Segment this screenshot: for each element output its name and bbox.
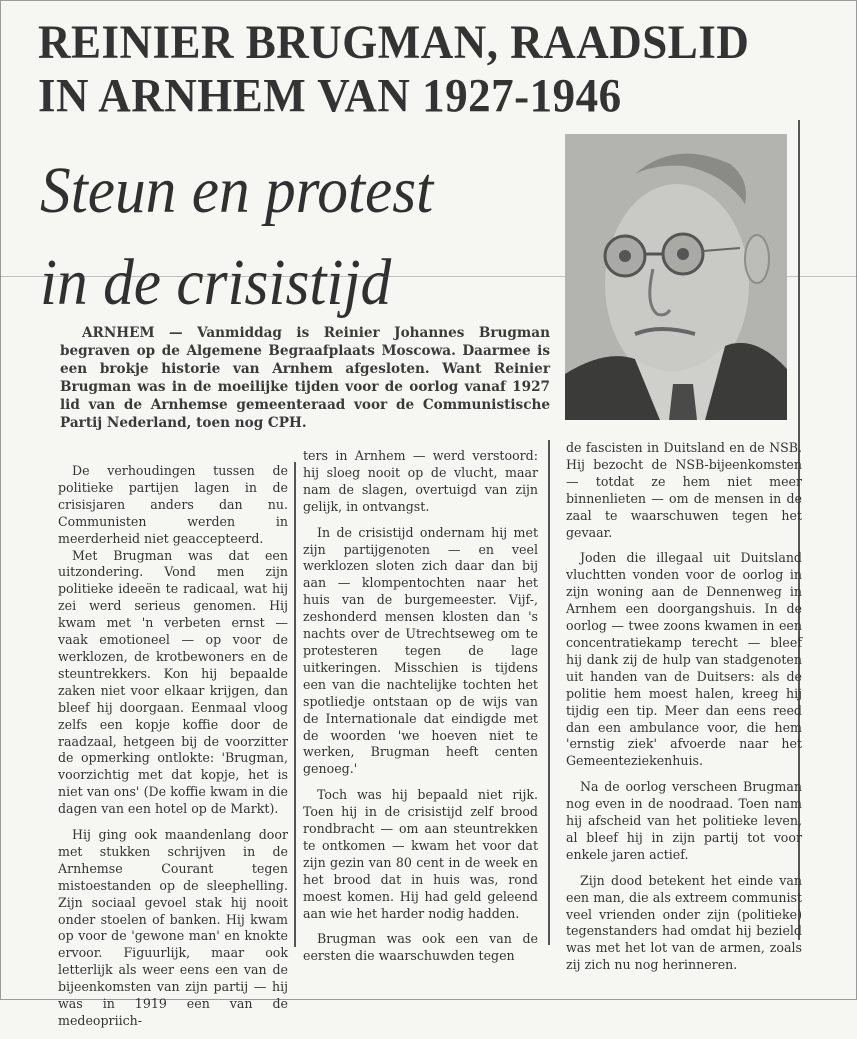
column-rule-2	[548, 440, 550, 945]
paragraph: Met Brugman was dat een uitzondering. Vond men zijn politieke ideeën te radicaal, wat hij zei werd serieus genomen. Hij kwam met 'n verbeten ernst — vaak emotioneel — op voor de werklozen, de krotbewoners en de steuntrekkers. Kon hij bepaalde zaken niet voor elkaar krijgen, dan bleef hij doorgaan. Eenmaal vloog zelfs een kopje koffie door de raadzaal, hetgeen bij de voorzitter de opmerking ontlokte: 'Brugman, voorzichtig met dat kopje, het is niet van ons' (De koffie kwam in die dagen van een hotel op de Markt).	[58, 547, 288, 817]
headline-line-1: REINIER BRUGMAN, RAADSLID	[38, 16, 750, 69]
article-column-3	[566, 440, 802, 983]
column-rule-1	[294, 462, 296, 947]
subheadline	[40, 145, 524, 329]
subheadline-line-2: in de crisistijd	[40, 246, 392, 319]
portrait-illustration	[565, 134, 787, 420]
paragraph: In de crisistijd ondernam hij met zijn partijgenoten — en veel werklozen sloten zich daar dan bij aan — klompentochten naar het huis van de burgemeester. Vijf-, zeshonderd mensen klosten dan 's nachts over de Utrechtseweg om te protesteren tegen de lage uitkeringen. Misschien is tijdens een van die nachtelijke tochten het spotliedje ontstaan op de wijs van de Internationale dat eindigde met de woorden 'we hoeven niet te werken, Brugman heeft centen genoeg.'	[303, 524, 538, 777]
paragraph: Joden die illegaal uit Duitsland vluchtten vonden voor de oorlog in zijn woning aan de Dennenweg in Arnhem een doorgangshuis. In de oorlog — twee zoons kwamen in een concentratiekamp terecht — bleef hij dank zij de hulp van stadgenoten uit handen van de Duitsers: als de politie hem moest halen, kreeg hij tijdig een tip. Meer dan eens reed dan een ambulance voor, die hem 'ernstig ziek' afvoerde naar het Gemeenteziekenhuis.	[566, 550, 802, 769]
ear-shape	[745, 235, 769, 283]
necktie	[669, 384, 697, 420]
article-lead: ARNHEM — Vanmiddag is Reinier Johannes Brugman begraven op de Algemene Begraafplaats Moscowa. Daarmee is een brokje historie van Arnhem afgesloten. Want Reinier Brugman was in de moeilijke tijden voor de oorlog vanaf 1927 lid van de Arnhemse gemeenteraad voor de Communistische Partij Nederland, toen nog CPH.	[60, 325, 550, 431]
eye-right	[677, 248, 689, 260]
paragraph: ters in Arnhem — werd verstoord: hij sloeg nooit op de vlucht, maar nam de slagen, overtuigd van zijn gelijk, in ontvangst.	[303, 448, 538, 514]
article-column-2	[303, 448, 538, 974]
paragraph: Brugman was ook een van de eersten die waarschuwden tegen	[303, 931, 538, 964]
subheadline-line-1: Steun en protest	[40, 154, 434, 227]
portrait-photo	[565, 134, 787, 420]
paragraph: Zijn dood betekent het einde van een man, die als extreem communist veel vrienden onder zijn (politieke) tegenstanders had omdat hij bezield was met het lot van de armen, zoals zij zich nu nog herinneren.	[566, 872, 802, 973]
eye-left	[619, 250, 631, 262]
paragraph: de fascisten in Duitsland en de NSB. Hij bezocht de NSB-bijeenkomsten — totdat ze hem niet meer binnenlieten — om de mensen in de zaal te waarschuwen tegen het gevaar.	[566, 440, 802, 540]
paragraph: Na de oorlog verscheen Brugman nog even in de noodraad. Toen nam hij afscheid van het politieke leven, al bleef hij in zijn partij tot voor enkele jaren actief.	[566, 779, 802, 862]
paragraph: De verhoudingen tussen de politieke partijen lagen in de crisisjaren anders dan nu. Communisten werden in meerderheid niet geaccepteerd.	[58, 463, 288, 546]
paragraph: Toch was hij bepaald niet rijk. Toen hij in de crisistijd zelf brood rondbracht — om aan steuntrekken te ontkomen — kwam het voor dat zijn gezin van 80 cent in de week en het brood dat in huis was, rond moest komen. Hij had geld geleend aan wie het harder nodig hadden.	[303, 787, 538, 921]
headline	[38, 16, 818, 123]
paragraph: Hij ging ook maandenlang door met stukken schrijven in de Arnhemse Courant tegen mistoestanden op de sleephelling. Zijn sociaal gevoel stak hij nooit onder stoelen of banken. Hij kwam op voor de 'gewone man' en knokte ervoor. Figuurlijk, maar ook letterlijk als weer eens een van de bijeenkomsten van zijn partij — hij was in 1919 een van de medeopriich-	[58, 827, 288, 1028]
headline-line-2: IN ARNHEM VAN 1927-1946	[38, 69, 622, 123]
article-column-1	[58, 463, 288, 1039]
